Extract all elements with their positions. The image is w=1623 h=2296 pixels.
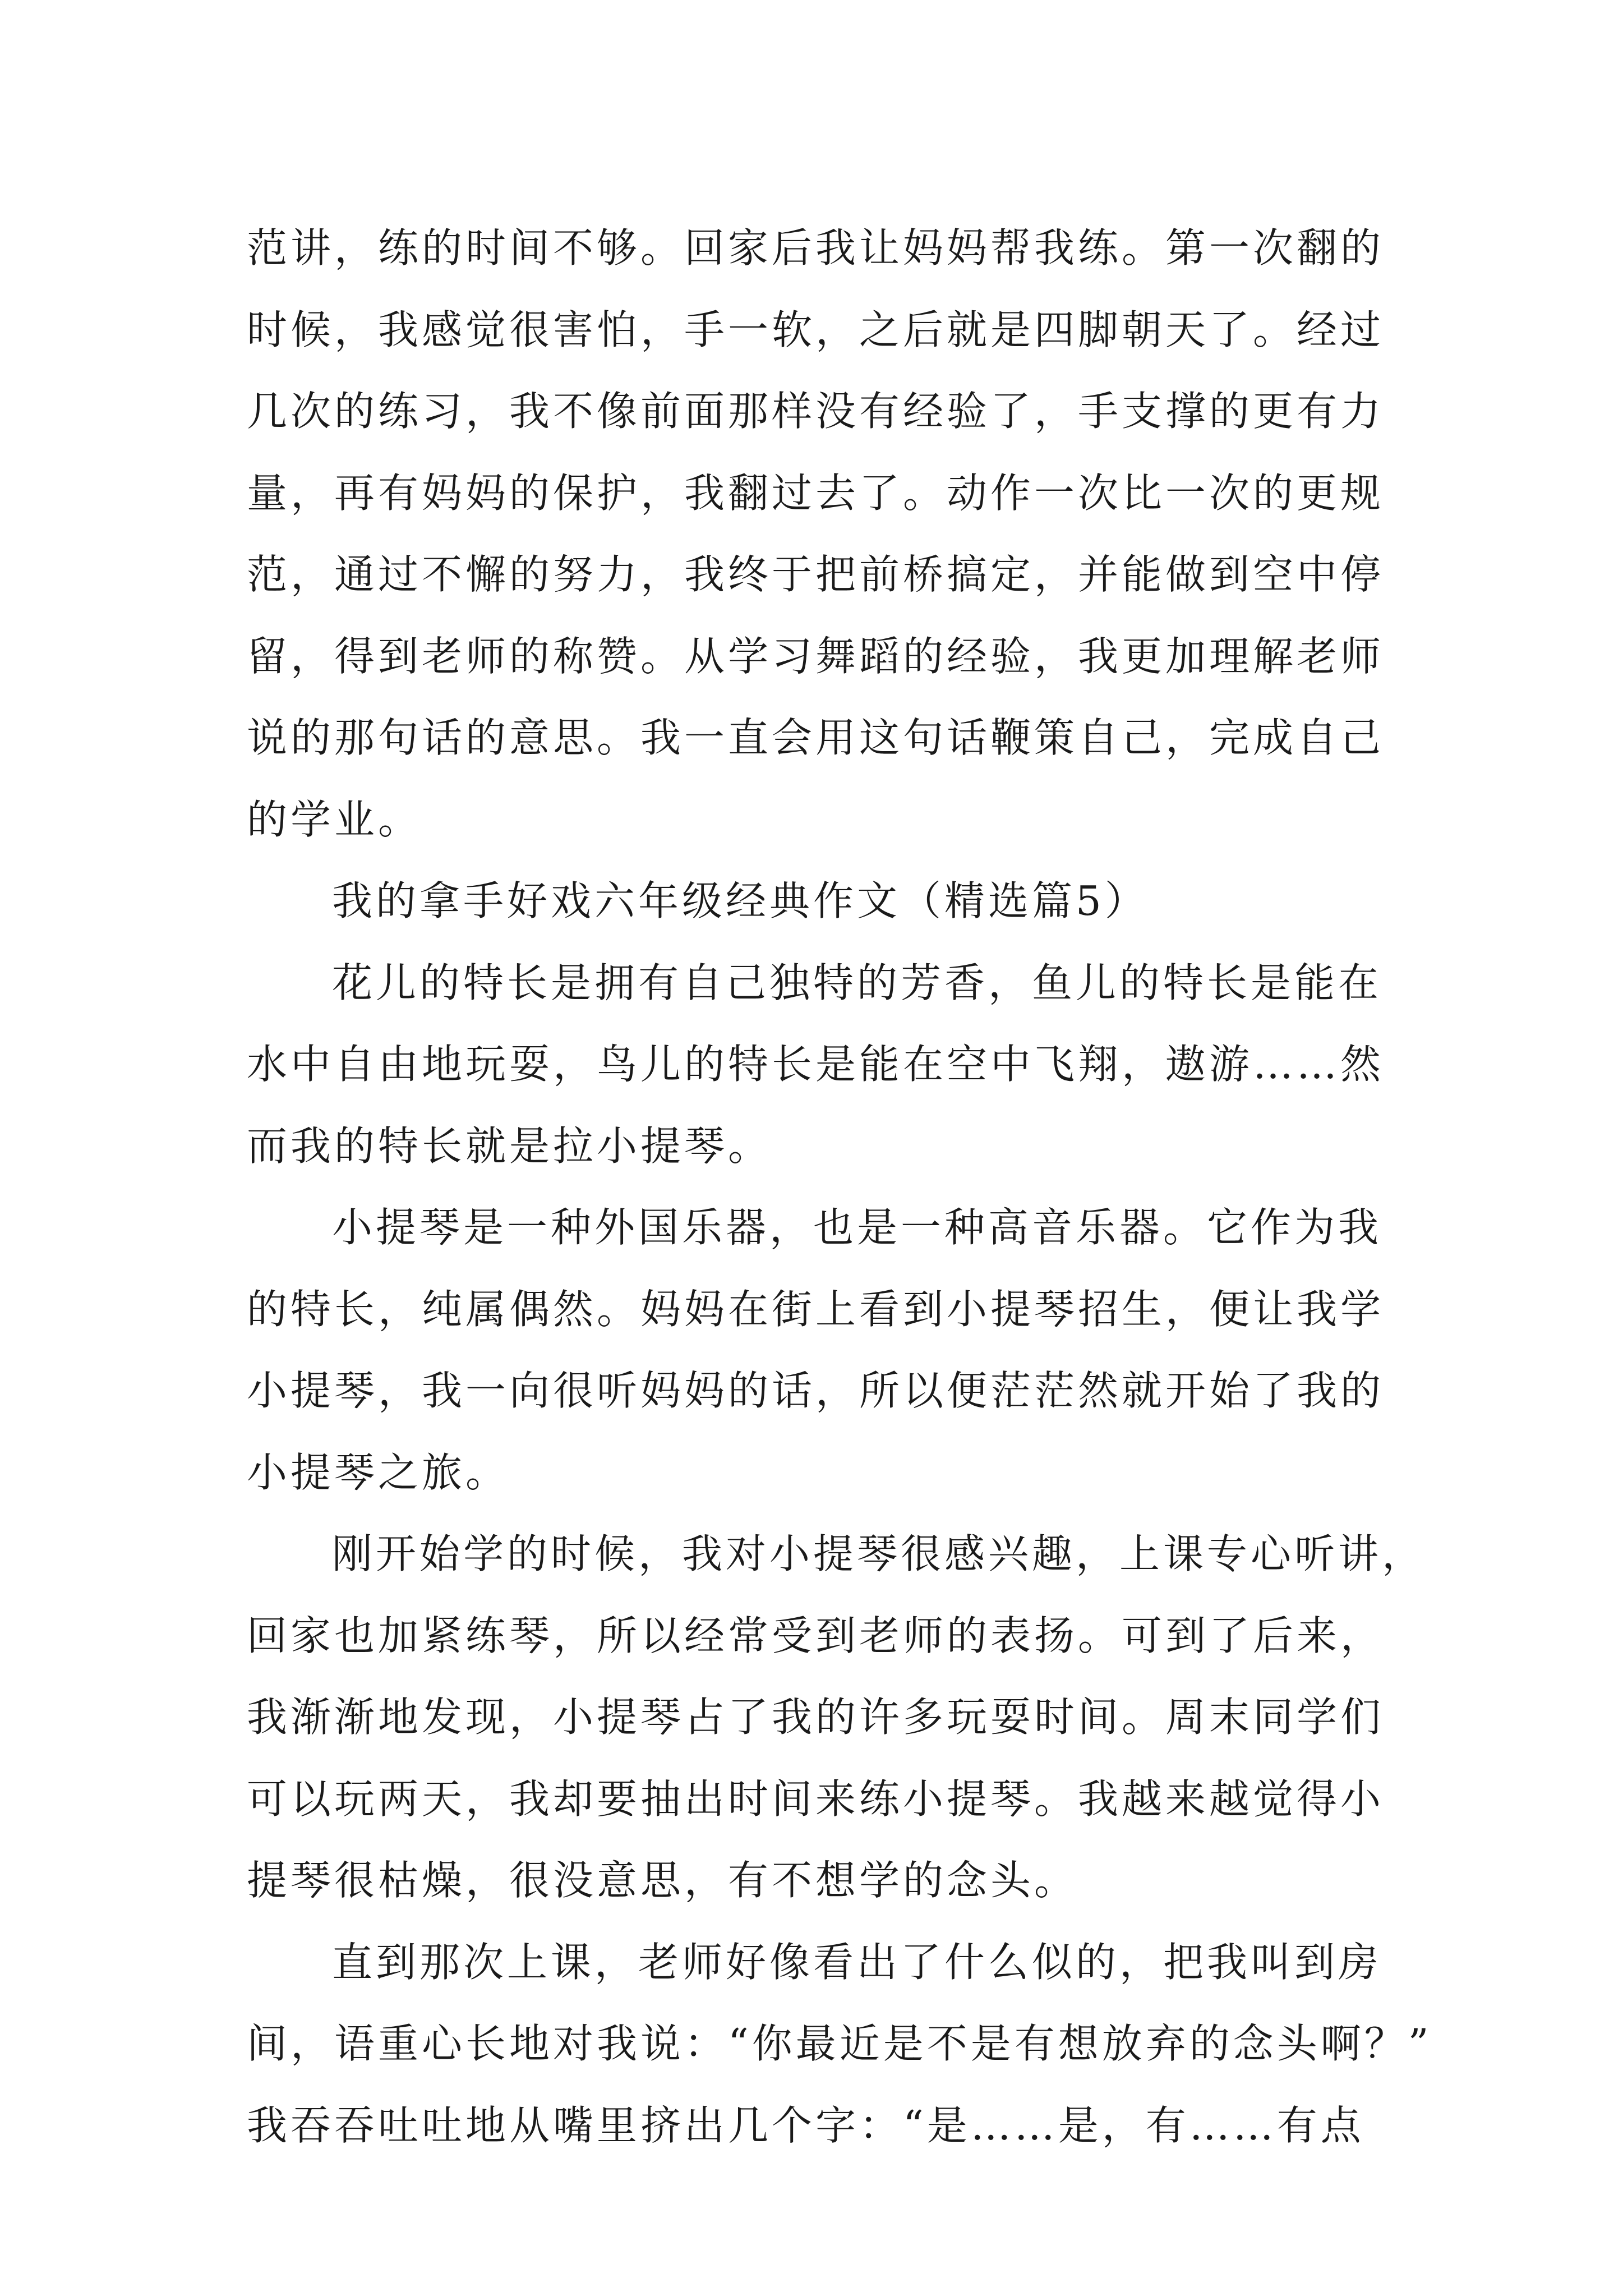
text-line: 花儿的特长是拥有自己独特的芳香，鱼儿的特长是能在: [332, 959, 1382, 1006]
text-line: 直到那次上课，老师好像看出了什么似的，把我叫到房: [332, 1938, 1382, 1986]
text-line: 说的那句话的意思。我一直会用这句话鞭策自己，完成自己: [247, 714, 1385, 761]
text-line: 小提琴之旅。: [247, 1448, 510, 1496]
essay-text: [247, 208, 1432, 2166]
text-line: 几次的练习，我不像前面那样没有经验了，手支撑的更有力: [247, 388, 1385, 435]
text-line: 小提琴是一种外国乐器，也是一种高音乐器。它作为我: [332, 1204, 1382, 1251]
text-line: 时候，我感觉很害怕，手一软，之后就是四脚朝天了。经过: [247, 306, 1385, 353]
text-line: 回家也加紧练琴，所以经常受到老师的表扬。可到了后来，: [247, 1612, 1385, 1659]
text-line: 而我的特长就是拉小提琴。: [247, 1122, 772, 1170]
text-line: 提琴很枯燥，很没意思，有不想学的念头。: [247, 1857, 1078, 1904]
text-line: 我的拿手好戏六年级经典作文（精选篇5）: [332, 877, 1149, 924]
text-line: 可以玩两天，我却要抽出时间来练小提琴。我越来越觉得小: [247, 1775, 1385, 1823]
text-line: 我渐渐地发现，小提琴占了我的许多玩耍时间。周末同学们: [247, 1694, 1385, 1741]
text-line: 小提琴，我一向很听妈妈的话，所以便茫茫然就开始了我的: [247, 1367, 1385, 1414]
text-line: 的特长，纯属偶然。妈妈在街上看到小提琴招生，便让我学: [247, 1285, 1385, 1333]
text-line: 量，再有妈妈的保护，我翻过去了。动作一次比一次的更规: [247, 469, 1385, 517]
text-line: 的学业。: [247, 795, 422, 843]
text-line: 间，语重心长地对我说：“你最近是不是有想放弃的念头啊？”: [247, 2020, 1432, 2067]
text-line: 留，得到老师的称赞。从学习舞蹈的经验，我更加理解老师: [247, 632, 1385, 680]
text-line: 我吞吞吐吐地从嘴里挤出几个字：“是……是，有……有点: [247, 2101, 1364, 2149]
text-line: 范讲，练的时间不够。回家后我让妈妈帮我练。第一次翻的: [247, 224, 1385, 272]
text-line: 水中自由地玩耍，鸟儿的特长是能在空中飞翔，遨游……然: [247, 1041, 1385, 1088]
text-line: 范，通过不懈的努力，我终于把前桥搞定，并能做到空中停: [247, 551, 1385, 598]
text-line: 刚开始学的时候，我对小提琴很感兴趣，上课专心听讲，: [332, 1530, 1426, 1577]
